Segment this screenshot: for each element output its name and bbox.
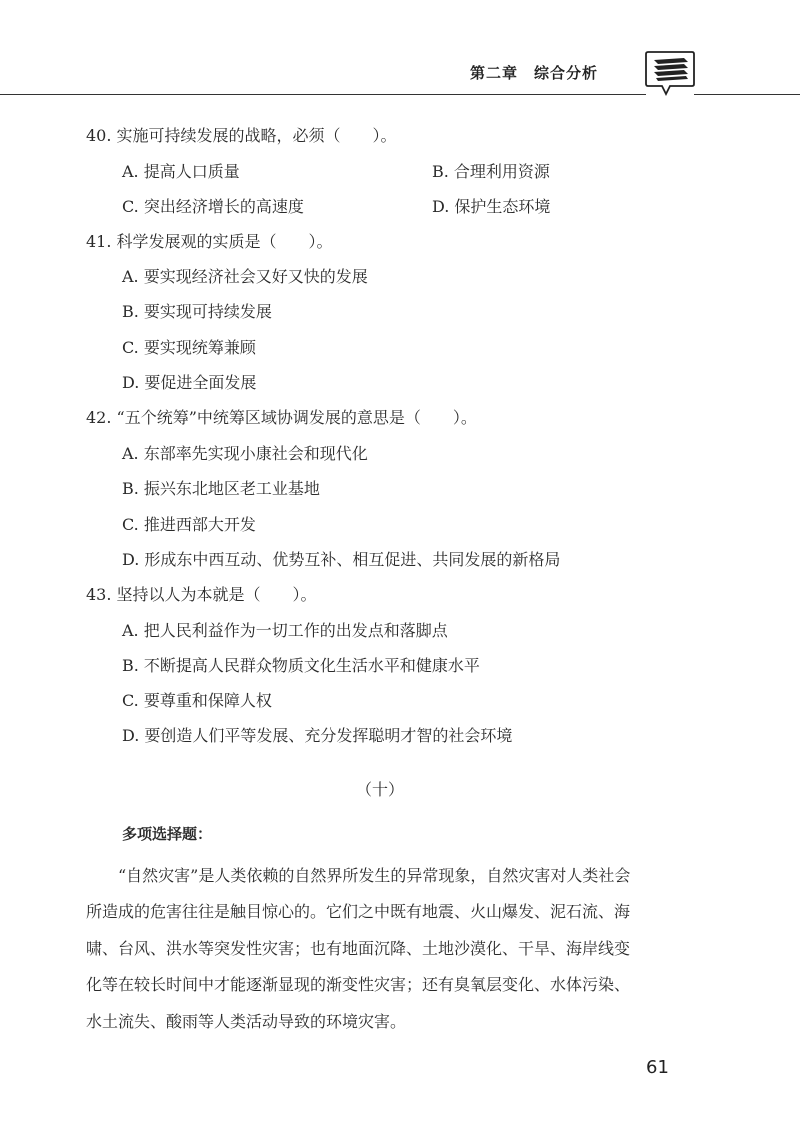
books-stack-icon [644,48,696,98]
section-title: （十） [355,780,404,799]
section-subheading: 多项选择题： [122,825,213,843]
paragraph-line-1: “自然灾害”是人类依赖的自然界所发生的异常现象，自然灾害对人类社会 [86,866,631,885]
question-40-option-d: D. 保护生态环境 [432,197,551,216]
question-41-option-b: B. 要实现可持续发展 [122,302,272,321]
question-40-option-c: C. 突出经济增长的高速度 [122,197,304,216]
question-41-stem: 41. 科学发展观的实质是（ ）。 [86,232,333,251]
question-42-option-a: A. 东部率先实现小康社会和现代化 [122,444,368,463]
question-42-stem: 42. “五个统筹”中统筹区域协调发展的意思是（ ）。 [86,408,477,427]
question-41-option-c: C. 要实现统筹兼顾 [122,338,256,357]
page-number: 61 [646,1057,669,1078]
question-43-option-c: C. 要尊重和保障人权 [122,691,272,710]
question-40-option-b: B. 合理利用资源 [432,162,550,181]
paragraph-line-4: 化等在较长时间中才能逐渐显现的渐变性灾害；还有臭氧层变化、水体污染、 [86,975,631,994]
question-42-option-b: B. 振兴东北地区老工业基地 [122,479,320,498]
question-42-option-d: D. 形成东中西互动、优势互补、相互促进、共同发展的新格局 [122,550,561,569]
question-43-option-a: A. 把人民利益作为一切工作的出发点和落脚点 [122,621,448,640]
question-43-stem: 43. 坚持以人为本就是（ ）。 [86,585,317,604]
question-43-option-d: D. 要创造人们平等发展、充分发挥聪明才智的社会环境 [122,726,513,745]
question-41-option-d: D. 要促进全面发展 [122,373,257,392]
paragraph-line-3: 啸、台风、洪水等突发性灾害；也有地面沉降、土地沙漠化、干旱、海岸线变 [86,939,631,958]
header-rule [0,94,646,95]
question-40-stem: 40. 实施可持续发展的战略，必须（ ）。 [86,126,397,145]
paragraph-line-5: 水土流失、酸雨等人类活动导致的环境灾害。 [86,1012,407,1031]
header-rule-right [694,94,800,95]
question-40-option-a: A. 提高人口质量 [122,162,240,181]
paragraph-line-2: 所造成的危害往往是触目惊心的。它们之中既有地震、火山爆发、泥石流、海 [86,902,631,921]
question-43-option-b: B. 不断提高人民群众物质文化生活水平和健康水平 [122,656,480,675]
question-42-option-c: C. 推进西部大开发 [122,515,256,534]
chapter-title: 第二章 综合分析 [470,64,599,82]
question-41-option-a: A. 要实现经济社会又好又快的发展 [122,267,368,286]
